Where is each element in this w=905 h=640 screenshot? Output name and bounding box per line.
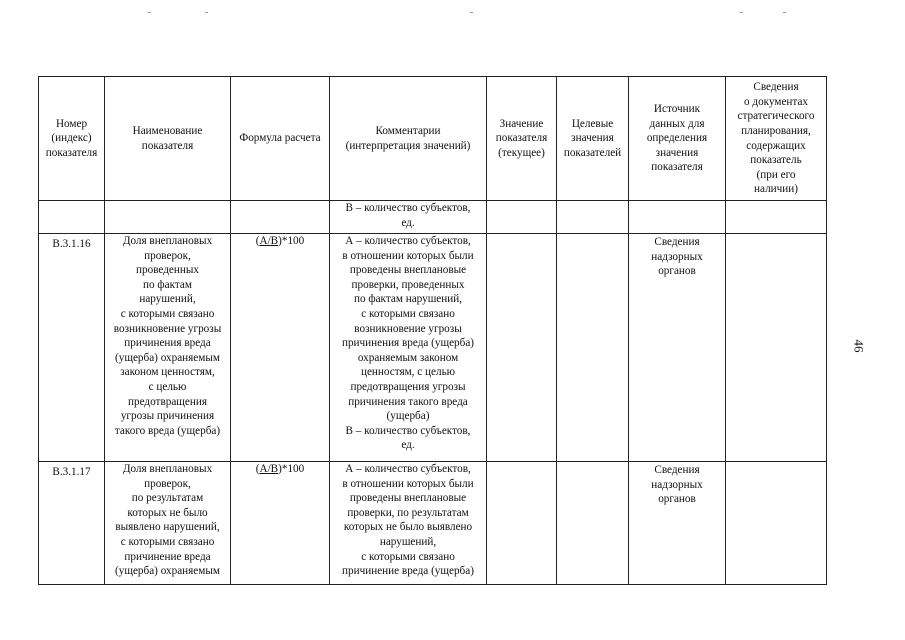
formula-open: ( [255, 463, 260, 475]
cell-target-value [557, 462, 629, 585]
cell-comment: А – количество субъектов, в отношении которых были проведены внеплановые проверки, проведенных по фактам нарушений, с которыми связано возникновение угрозы причинения вреда (ущерба) охраняемым законом ценностям, с целью предотвращения угрозы причинения такого вреда (ущерба) В – количество субъектов, ед. [330, 234, 487, 462]
cell-strategic-docs [726, 234, 827, 462]
cell-data-source: Сведения надзорных органов [629, 462, 726, 585]
cell-formula [231, 234, 330, 462]
header-formula: Формула расчета [231, 77, 330, 201]
cell-index: В.3.1.17 [39, 462, 105, 585]
formula-sep: / [267, 235, 271, 247]
formula-var-a: А [259, 235, 268, 247]
scan-mark [783, 12, 786, 13]
cell-empty [105, 201, 231, 234]
header-name: Наименование показателя [105, 77, 231, 201]
table-header-row [39, 77, 827, 201]
formula-open: ( [255, 235, 260, 247]
cell-empty [726, 201, 827, 234]
table-row [39, 234, 827, 462]
cell-empty [487, 201, 557, 234]
cell-empty [557, 201, 629, 234]
formula-close: )*100 [278, 463, 305, 475]
header-strategic-docs: Сведения о документах стратегического планирования, содержащих показатель (при его наличии) [726, 77, 827, 201]
cell-comment: В – количество субъектов, ед. [330, 201, 487, 234]
formula-sep: / [267, 463, 271, 475]
cell-index: В.3.1.16 [39, 234, 105, 462]
cell-empty [231, 201, 330, 234]
header-current-value: Значение показателя (текущее) [487, 77, 557, 201]
formula-var-b: В [270, 463, 279, 475]
scan-mark [148, 12, 151, 13]
cell-strategic-docs [726, 462, 827, 585]
scan-mark [740, 12, 743, 13]
cell-current-value [487, 234, 557, 462]
page-number: 46 [851, 339, 867, 353]
formula-var-a: А [259, 463, 268, 475]
header-index: Номер (индекс) показателя [39, 77, 105, 201]
table-row-continuation [39, 201, 827, 234]
header-target-values: Целевые значения показателей [557, 77, 629, 201]
cell-current-value [487, 462, 557, 585]
header-comments: Комментарии (интерпретация значений) [330, 77, 487, 201]
cell-empty [39, 201, 105, 234]
header-data-source: Источник данных для определения значения показателя [629, 77, 726, 201]
cell-name: Доля внеплановых проверок, по результатам которых не было выявлено нарушений, с которыми связано причинение вреда (ущерба) охраняемым [105, 462, 231, 585]
cell-name: Доля внеплановых проверок, проведенных по фактам нарушений, с которыми связано возникновение угрозы причинения вреда (ущерба) охраняемым законом ценностям, с целью предотвращения угрозы причинения такого вреда (ущерба) [105, 234, 231, 462]
scan-mark [470, 12, 473, 13]
indicators-table [38, 76, 827, 585]
cell-empty [629, 201, 726, 234]
formula-close: )*100 [278, 235, 305, 247]
formula-var-b: В [270, 235, 279, 247]
cell-comment: А – количество субъектов, в отношении которых были проведены внеплановые проверки, по результатам которых не было выявлено нарушений, с которыми связано причинение вреда (ущерба) [330, 462, 487, 585]
table-row [39, 462, 827, 585]
cell-target-value [557, 234, 629, 462]
cell-formula [231, 462, 330, 585]
cell-data-source: Сведения надзорных органов [629, 234, 726, 462]
scan-mark [205, 12, 208, 13]
